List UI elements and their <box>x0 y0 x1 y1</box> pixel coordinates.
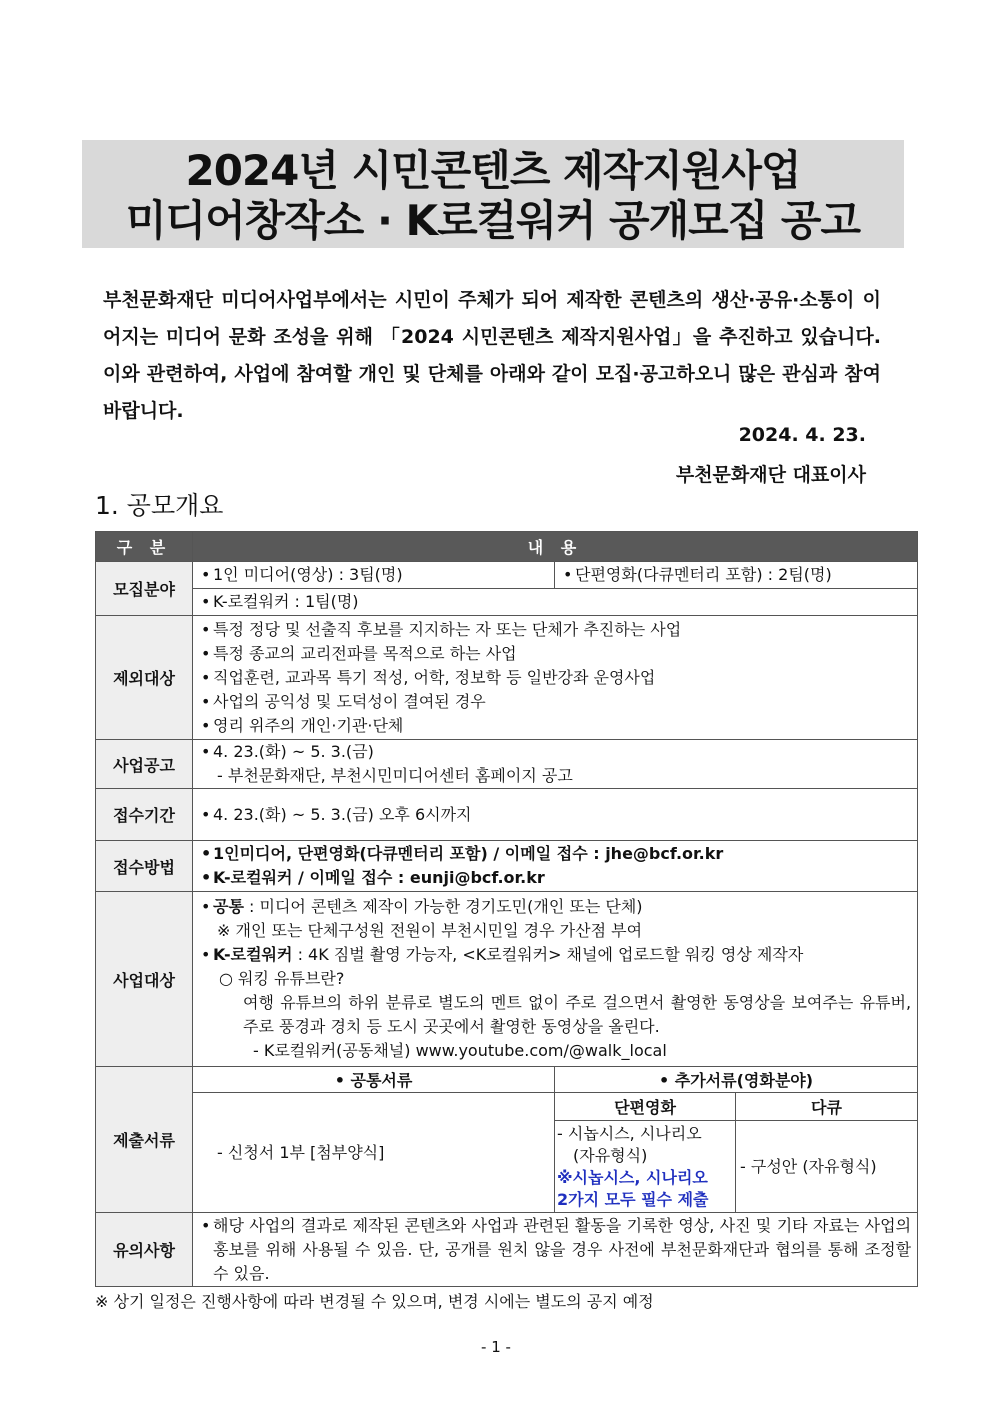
header-content: 내 용 <box>193 532 918 562</box>
receipt-method-content: • 1인미디어, 단편영화(다큐멘터리 포함) / 이메일 접수 : jhe@bcf.or.kr • K-로컬워커 / 이메일 접수 : eunji@bcf.or.kr <box>193 841 918 892</box>
documents-docu-head: 다큐 <box>736 1093 918 1121</box>
table-row <box>96 1067 918 1093</box>
receipt-period-content: • 4. 23.(화) ~ 5. 3.(금) 오후 6시까지 <box>193 789 918 841</box>
page-number: - 1 - <box>481 1338 511 1356</box>
title-banner <box>82 140 904 248</box>
row-label-receipt-period: 접수기간 <box>96 789 193 841</box>
footnote: ※ 상기 일정은 진행사항에 따라 변경될 수 있으며, 변경 시에는 별도의 공지 예정 <box>95 1292 654 1311</box>
list-item: • 특정 종교의 교리전파를 목적으로 하는 사업 <box>197 642 911 666</box>
title-line-2: 미디어창작소 · K로컬워커 공개모집 공고 <box>125 196 861 245</box>
documents-extra-head: • 추가서류(영화분야) <box>555 1067 918 1093</box>
row-label-receipt-method: 접수방법 <box>96 841 193 892</box>
row-label-target: 사업대상 <box>96 892 193 1067</box>
title-line-1: 2024년 시민콘텐츠 제작지원사업 <box>185 146 801 195</box>
recruit-item: • 단편영화(다큐멘터리 포함) : 2팀(명) <box>555 562 918 589</box>
list-item: • 특정 정당 및 선출직 후보를 지지하는 자 또는 단체가 추진하는 사업 <box>197 618 911 642</box>
caution-content: • 해당 사업의 결과로 제작된 콘텐츠와 사업과 관련된 활동을 기록한 영상, 사진 및 기타 자료는 사업의 홍보를 위해 사용될 수 있음. 단, 공개를 원치 않을 경우 사전에 부천문화재단과 협의를 통해 조정할 수 있음. <box>193 1213 918 1287</box>
row-label-recruit: 모집분야 <box>96 562 193 616</box>
list-item: • 영리 위주의 개인·기관·단체 <box>197 714 911 738</box>
documents-docu-item: - 구성안 (자유형식) <box>736 1121 918 1213</box>
exclusion-list <box>193 616 918 740</box>
row-label-documents: 제출서류 <box>96 1067 193 1213</box>
table-row <box>96 740 918 789</box>
documents-common-head: • 공통서류 <box>193 1067 555 1093</box>
list-item: • 직업훈련, 교과목 특기 적성, 어학, 정보학 등 일반강좌 운영사업 <box>197 666 911 690</box>
table-row <box>96 1213 918 1287</box>
row-label-exclusion: 제외대상 <box>96 616 193 740</box>
table-row <box>96 562 918 589</box>
row-label-caution: 유의사항 <box>96 1213 193 1287</box>
header-category: 구 분 <box>96 532 193 562</box>
documents-short-film-items: - 시놉시스, 시나리오 (자유형식) ※시놉시스, 시나리오 2가지 모두 필수 제출 <box>555 1121 736 1213</box>
documents-common-item: - 신청서 1부 [첨부양식] <box>193 1093 555 1213</box>
target-content: • 공통 : 미디어 콘텐츠 제작이 가능한 경기도민(개인 또는 단체) ※ 개인 또는 단체구성원 전원이 부천시민일 경우 가산점 부여 • K-로컬워커 : 4K 짐벌 촬영 가능자, <K로컬워커> 채널에 업로드할 워킹 영상 제작자 ○ 워킹 유튜브란? 여행 유튜브의 하위 분류로 별도의 멘트 없이 주로 걸으면서 촬영한 동영상을 보여주는 유튜버, 주로 풍경과 경치 등 도시 곳곳에서 촬영한 동영상을 올린다. - K로컬워커(공동채널) www.youtube.com/@walk_local <box>193 892 918 1067</box>
list-item: • 사업의 공익성 및 도덕성이 결여된 경우 <box>197 690 911 714</box>
table-row <box>96 1093 918 1121</box>
announcement-date: 2024. 4. 23. <box>738 424 866 446</box>
intro-paragraph: 부천문화재단 미디어사업부에서는 시민이 주체가 되어 제작한 콘텐츠의 생산·공유·소통이 이어지는 미디어 문화 조성을 위해 「2024 시민콘텐츠 제작지원사업」을 추진하고 있습니다. 이와 관련하여, 사업에 참여할 개인 및 단체를 아래와 같이 모집·공고하오니 많은 관심과 참여 바랍니다. <box>103 289 881 422</box>
recruit-item: • K-로컬워커 : 1팀(명) <box>193 589 918 616</box>
overview-table <box>95 531 918 1287</box>
table-row <box>96 841 918 892</box>
row-label-announce: 사업공고 <box>96 740 193 789</box>
table-row <box>96 789 918 841</box>
table-row <box>96 616 918 740</box>
recruit-item: • 1인 미디어(영상) : 3팀(명) <box>193 562 555 589</box>
table-row <box>96 589 918 616</box>
signature: 부천문화재단 대표이사 <box>675 464 866 486</box>
documents-short-film-head: 단편영화 <box>555 1093 736 1121</box>
announce-content: • 4. 23.(화) ~ 5. 3.(금) - 부천문화재단, 부천시민미디어센터 홈페이지 공고 <box>193 740 918 789</box>
section-heading: 1. 공모개요 <box>95 491 224 520</box>
table-row <box>96 892 918 1067</box>
table-header-row <box>96 532 918 562</box>
